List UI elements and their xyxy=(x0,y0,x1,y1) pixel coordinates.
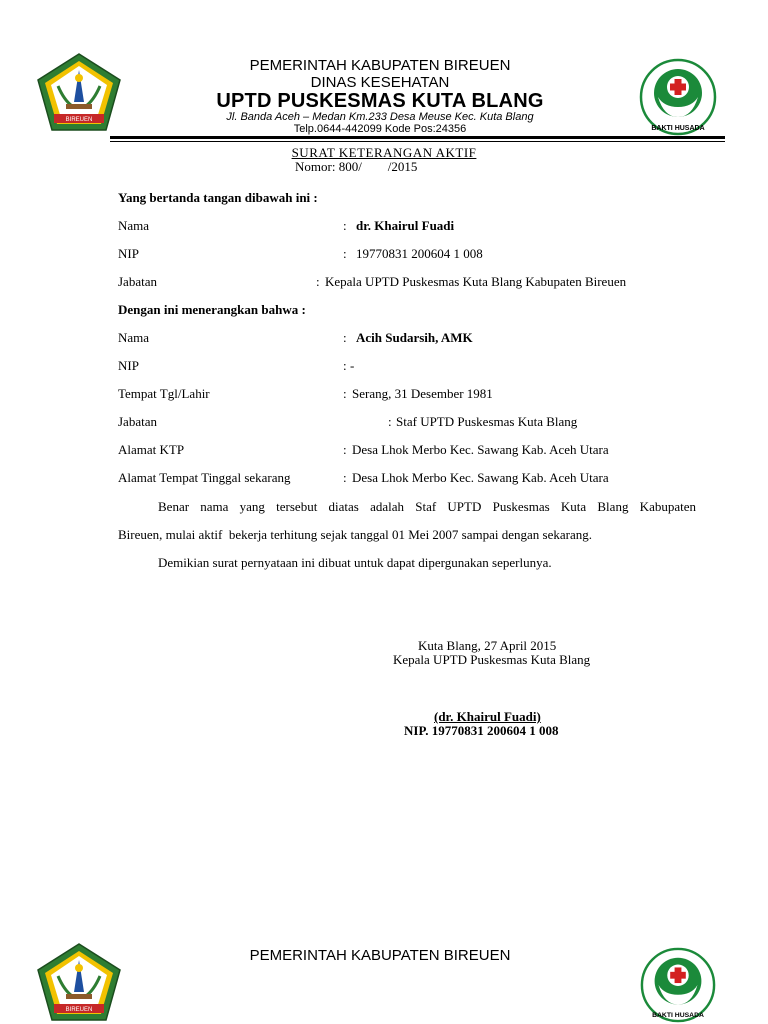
signer-position-sep: : xyxy=(316,274,320,289)
header-department: DINAS KESEHATAN xyxy=(310,74,450,91)
bireuen-emblem-icon xyxy=(36,942,122,1022)
subject-residence-label: Alamat Tempat Tinggal sekarang xyxy=(118,470,291,485)
closing-paragraph: Demikian surat pernyataan ini dibuat untuk dapat dipergunakan seperlunya. xyxy=(158,555,552,570)
subject-intro: Dengan ini menerangkan bahwa : xyxy=(118,302,306,317)
subject-name-value: Acih Sudarsih, AMK xyxy=(356,330,473,345)
signature-name: (dr. Khairul Fuadi) xyxy=(434,709,541,724)
bireuen-emblem-icon xyxy=(36,52,122,132)
signer-intro: Yang bertanda tangan dibawah ini : xyxy=(118,190,318,205)
subject-ktp-label: Alamat KTP xyxy=(118,442,185,457)
right-logo-caption: BAKTI HUSADA xyxy=(651,125,705,132)
subject-ktp-sep: : xyxy=(343,442,347,457)
subject-birth-value: Serang, 31 Desember 1981 xyxy=(352,386,493,401)
subject-name-sep: : xyxy=(343,330,347,345)
subject-nip-label: NIP xyxy=(118,358,139,373)
subject-position-label: Jabatan xyxy=(118,414,157,429)
subject-position-sep: : xyxy=(388,414,392,429)
statement-paragraph-line1: Benar nama yang tersebut diatas adalah Staf UPTD Puskesmas Kuta Blang Kabupaten xyxy=(158,499,696,514)
subject-birth-sep: : xyxy=(343,386,347,401)
header-divider-thick xyxy=(110,136,725,139)
subject-ktp-value: Desa Lhok Merbo Kec. Sawang Kab. Aceh Utara xyxy=(352,442,609,457)
subject-residence-value: Desa Lhok Merbo Kec. Sawang Kab. Aceh Utara xyxy=(352,470,609,485)
letter-title: SURAT KETERANGAN AKTIF xyxy=(291,145,477,160)
subject-birth-label: Tempat Tgl/Lahir xyxy=(118,386,210,401)
signer-nip-label: NIP xyxy=(118,246,139,261)
signature-position: Kepala UPTD Puskesmas Kuta Blang xyxy=(393,652,591,667)
signer-name-value: dr. Khairul Fuadi xyxy=(356,218,455,233)
header-government: PEMERINTAH KABUPATEN BIREUEN xyxy=(249,57,511,74)
signer-name-sep: : xyxy=(343,218,347,233)
statement-paragraph-line2: Bireuen, mulai aktif bekerja terhitung sejak tanggal 01 Mei 2007 sampai dengan sekarang. xyxy=(118,527,592,542)
subject-residence-sep: : xyxy=(343,470,347,485)
signer-position-value: Kepala UPTD Puskesmas Kuta Blang Kabupaten Bireuen xyxy=(325,274,627,289)
signature-place-date: Kuta Blang, 27 April 2015 xyxy=(418,638,557,653)
header-divider-thin xyxy=(110,141,725,142)
footer-left-logo-caption: BIREUEN xyxy=(65,1007,93,1013)
signer-name-label: Nama xyxy=(118,218,150,233)
subject-position-value: Staf UPTD Puskesmas Kuta Blang xyxy=(396,414,578,429)
letter-number: Nomor: 800/ /2015 xyxy=(295,159,418,174)
bakti-husada-icon xyxy=(638,57,718,137)
bakti-husada-icon xyxy=(638,946,718,1024)
header-address: Jl. Banda Aceh – Medan Km.233 Desa Meuse Kec. Kuta Blang xyxy=(226,111,534,123)
signer-nip-sep: : xyxy=(343,246,347,261)
signer-position-label: Jabatan xyxy=(118,274,157,289)
subject-name-label: Nama xyxy=(118,330,150,345)
header-contact: Telp.0644-442099 Kode Pos:24356 xyxy=(293,123,467,135)
left-logo-caption: BIREUEN xyxy=(65,117,93,123)
footer-right-logo-caption: BAKTI HUSADA xyxy=(652,1012,704,1020)
signature-nip: NIP. 19770831 200604 1 008 xyxy=(404,723,559,738)
subject-nip-value: - xyxy=(350,358,355,373)
header-institution: UPTD PUSKESMAS KUTA BLANG xyxy=(216,90,544,112)
footer-government: PEMERINTAH KABUPATEN BIREUEN xyxy=(249,947,511,964)
subject-nip-sep: : xyxy=(343,358,347,373)
signer-nip-value: 19770831 200604 1 008 xyxy=(356,246,483,261)
